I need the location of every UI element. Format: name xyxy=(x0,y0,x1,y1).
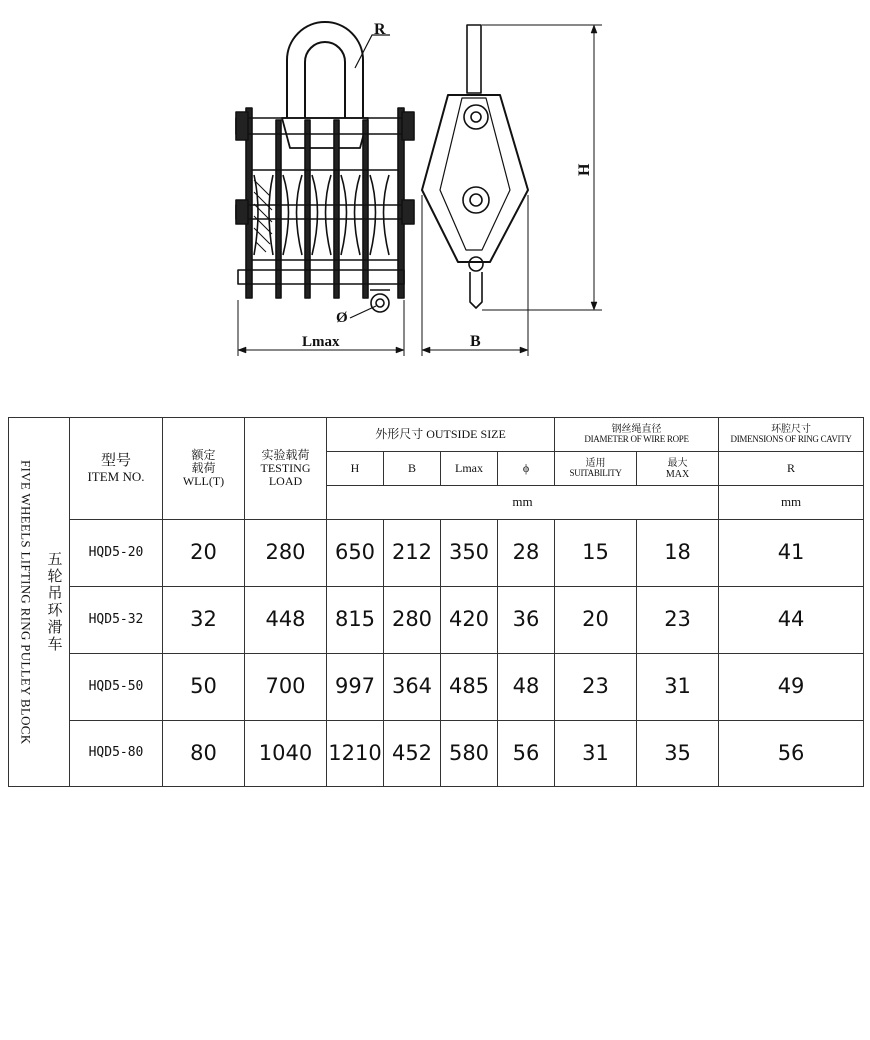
cell-suit: 23 xyxy=(555,654,637,721)
header-col-b: B xyxy=(384,452,441,486)
cell-model: HQD5-80 xyxy=(70,721,163,787)
cell-test: 700 xyxy=(245,654,327,721)
cell-wll: 50 xyxy=(163,654,245,721)
cell-max: 31 xyxy=(637,654,719,721)
cell-lmax: 485 xyxy=(441,654,498,721)
pulley-technical-drawing xyxy=(0,0,870,380)
side-label-en: FIVE WHEELS LIFTING RING PULLEY BLOCK xyxy=(18,459,34,745)
cell-h: 1210 xyxy=(327,721,384,787)
cell-wll: 32 xyxy=(163,587,245,654)
header-testing-load: 实验载荷 TESTING LOAD xyxy=(245,418,327,520)
label-lmax: Lmax xyxy=(302,334,340,350)
label-h: H xyxy=(576,163,593,176)
table-row xyxy=(9,654,864,721)
cell-h: 815 xyxy=(327,587,384,654)
cell-max: 23 xyxy=(637,587,719,654)
cell-suit: 20 xyxy=(555,587,637,654)
cell-b: 452 xyxy=(384,721,441,787)
cell-h: 650 xyxy=(327,520,384,587)
cell-b: 212 xyxy=(384,520,441,587)
header-col-lmax: Lmax xyxy=(441,452,498,486)
header-col-phi: ϕ xyxy=(498,452,555,486)
header-outside-size: 外形尺寸 OUTSIDE SIZE xyxy=(327,418,555,452)
label-b: B xyxy=(470,333,481,350)
unit-mm: mm xyxy=(327,486,719,520)
side-label-cn: 五轮吊环滑车 xyxy=(45,551,62,653)
table-row xyxy=(9,721,864,787)
spec-table xyxy=(8,417,864,787)
cell-suit: 15 xyxy=(555,520,637,587)
cell-phi: 36 xyxy=(498,587,555,654)
cell-r: 56 xyxy=(719,721,864,787)
cell-phi: 56 xyxy=(498,721,555,787)
cell-lmax: 420 xyxy=(441,587,498,654)
cell-b: 364 xyxy=(384,654,441,721)
table-row xyxy=(9,520,864,587)
cell-h: 997 xyxy=(327,654,384,721)
header-item-no: 型号 ITEM NO. xyxy=(70,418,163,520)
cell-r: 41 xyxy=(719,520,864,587)
cell-test: 448 xyxy=(245,587,327,654)
cell-test: 280 xyxy=(245,520,327,587)
cell-test: 1040 xyxy=(245,721,327,787)
cell-wll: 80 xyxy=(163,721,245,787)
unit-mm-r: mm xyxy=(719,486,864,520)
cell-r: 49 xyxy=(719,654,864,721)
cell-lmax: 580 xyxy=(441,721,498,787)
side-view xyxy=(422,25,602,356)
header-wll: 额定 载荷 WLL(T) xyxy=(163,418,245,520)
header-suitability: 适用 SUITABILITY xyxy=(555,452,637,486)
header-ring-cavity: 环腔尺寸 DIMENSIONS OF RING CAVITY xyxy=(719,418,864,452)
header-max: 最大 MAX xyxy=(637,452,719,486)
label-r: R xyxy=(374,21,386,38)
cell-phi: 48 xyxy=(498,654,555,721)
cell-max: 18 xyxy=(637,520,719,587)
side-label-cell xyxy=(9,418,70,787)
cell-max: 35 xyxy=(637,721,719,787)
cell-lmax: 350 xyxy=(441,520,498,587)
header-col-h: H xyxy=(327,452,384,486)
cell-r: 44 xyxy=(719,587,864,654)
front-view xyxy=(236,22,414,356)
cell-model: HQD5-32 xyxy=(70,587,163,654)
header-col-r: R xyxy=(719,452,864,486)
cell-phi: 28 xyxy=(498,520,555,587)
cell-wll: 20 xyxy=(163,520,245,587)
cell-b: 280 xyxy=(384,587,441,654)
label-phi: Ø xyxy=(336,310,348,326)
table-row xyxy=(9,587,864,654)
cell-model: HQD5-50 xyxy=(70,654,163,721)
header-wire-rope: 钢丝绳直径 DIAMETER OF WIRE ROPE xyxy=(555,418,719,452)
cell-suit: 31 xyxy=(555,721,637,787)
cell-model: HQD5-20 xyxy=(70,520,163,587)
